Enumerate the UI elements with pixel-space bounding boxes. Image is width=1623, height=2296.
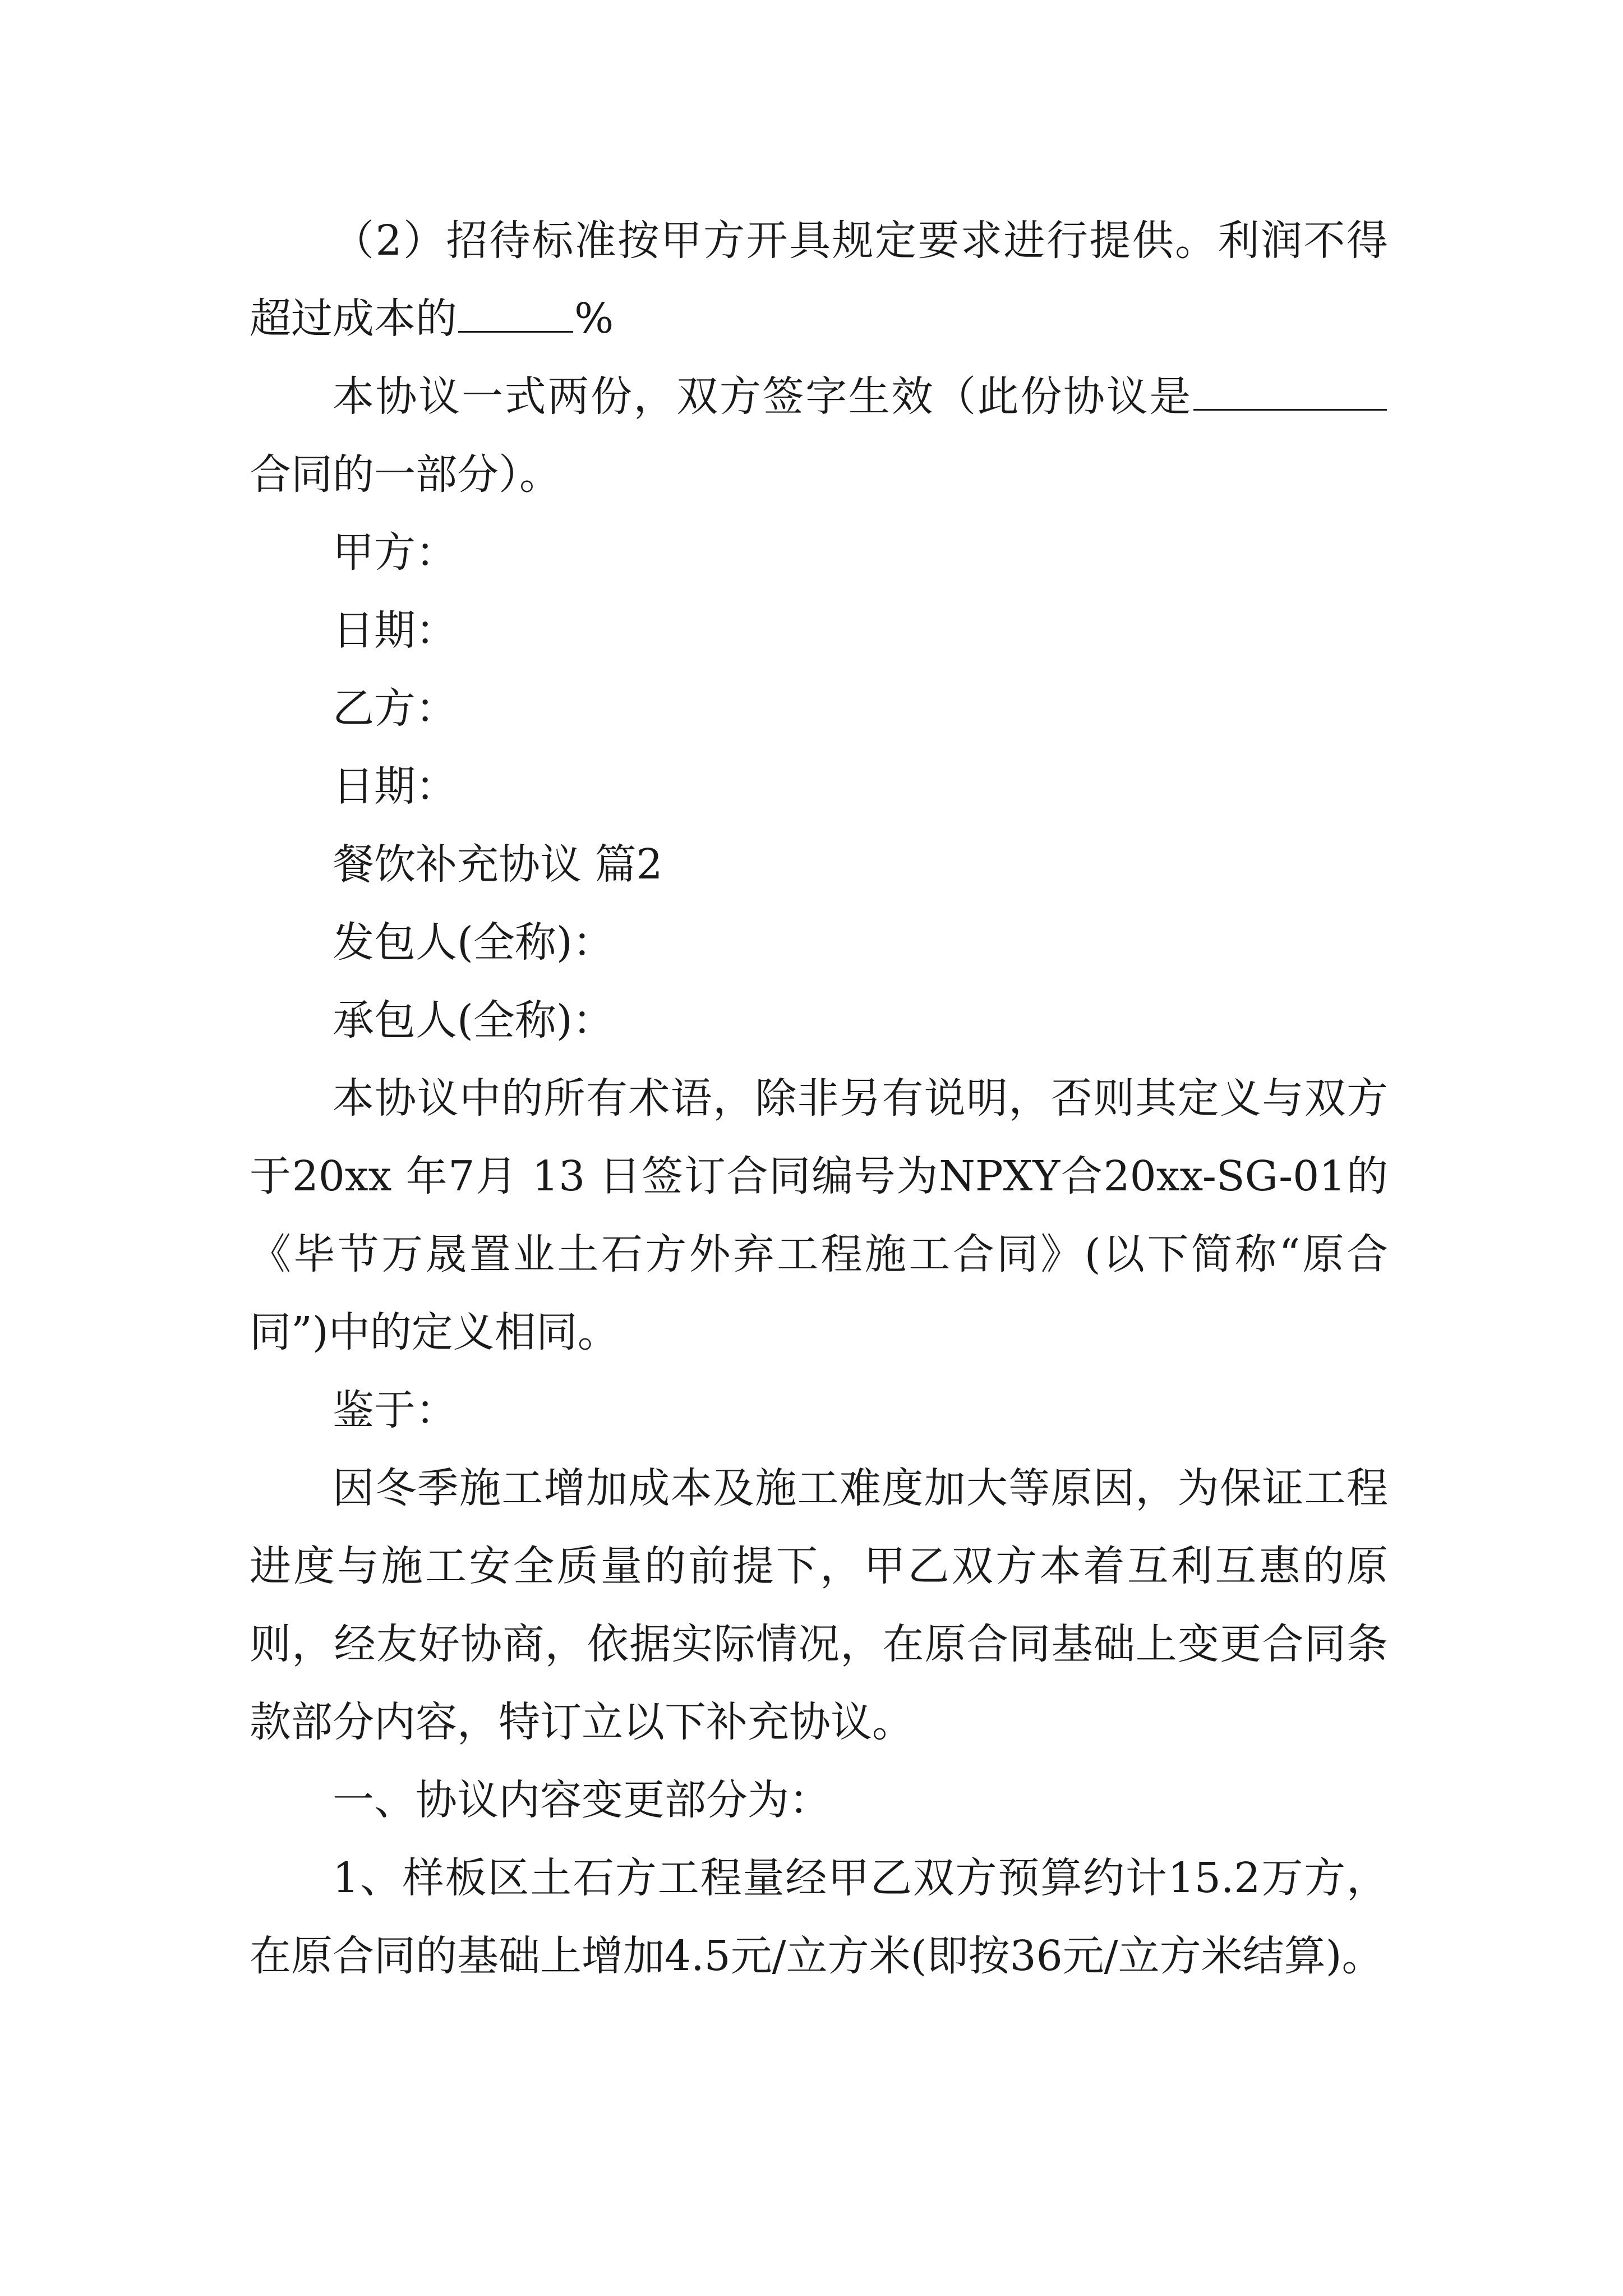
clause-heading: 一、协议内容变更部分为：: [333, 1776, 831, 1824]
section-heading: 餐饮补充协议 篇2: [333, 840, 663, 889]
signature-date-a: 日期：: [333, 606, 457, 655]
whereas-line: 鉴于：: [333, 1386, 457, 1434]
paragraph-background: 因冬季施工增加成本及施工难度加大等原因，为保证工程进度与施工安全质量的前提下，甲乙双方本着互利互惠的原则，经友好协商，依据实际情况，在原合同基础上变更合同条款部分内容，特订立以下补充协议。: [250, 1464, 1388, 1746]
employer-line: 发包人(全称)：: [333, 918, 614, 967]
paragraph-reception-standard: [250, 202, 1388, 358]
paragraph-text: （2）招待标准按甲方开具规定要求进行提供。利润不得超过成本的: [250, 217, 1388, 343]
fill-in-blank: [458, 297, 573, 333]
contractor-line: 承包人(全称)：: [333, 996, 614, 1045]
signature-date-b: 日期：: [333, 762, 457, 811]
fill-in-blank: [1193, 375, 1387, 411]
document-body: [250, 202, 1388, 1995]
paragraph-suffix: 合同的一部分）。: [250, 450, 561, 499]
clause-item-1: 1、样板区土石方工程量经甲乙双方预算约计15.2万方，在原合同的基础上增加4.5元/立方米(即按36元/立方米结算)。: [250, 1854, 1388, 1980]
paragraph-copies-clause: [250, 358, 1388, 514]
paragraph-definitions: 本协议中的所有术语，除非另有说明，否则其定义与双方于20xx 年7月 13 日签订合同编号为NPXY合20xx-SG-01的《毕节万晟置业土石方外弃工程施工合同》(以下简称“原合同”)中的定义相同。: [250, 1074, 1388, 1356]
signature-party-b: 乙方：: [333, 684, 457, 733]
paragraph-text: 本协议一式两份，双方签字生效（此份协议是: [333, 372, 1192, 421]
paragraph-suffix: %: [574, 295, 614, 343]
signature-party-a: 甲方：: [333, 528, 457, 577]
